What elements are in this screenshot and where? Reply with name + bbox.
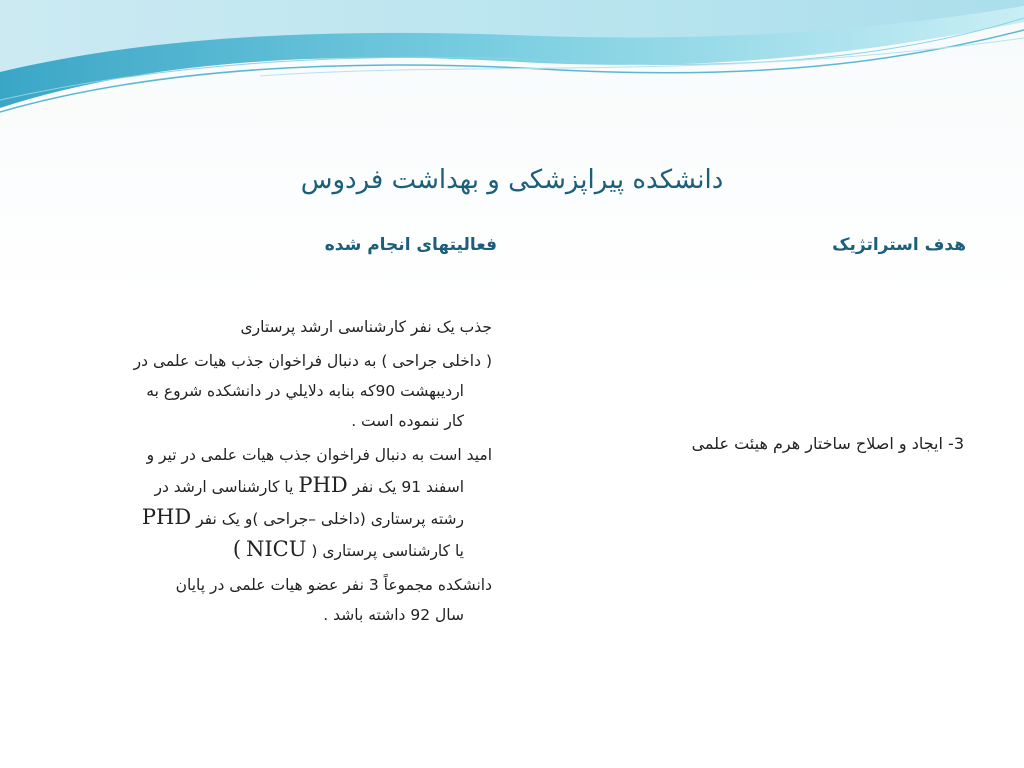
activity-line (52, 470, 492, 502)
activity-line: دانشکده مجموعاً 3 نفر عضو هیات علمی در پایان (175, 576, 492, 594)
activity-line (52, 502, 492, 534)
activity-line: ( داخلی جراحی ) به دنبال فراخوان جذب هیات علمی در (133, 352, 492, 370)
activity-text: ) (232, 537, 242, 561)
degree-abbreviation: PHD (141, 505, 192, 529)
unit-abbreviation: NICU (246, 537, 307, 561)
degree-abbreviation: PHD (298, 473, 348, 497)
activity-line: امید است به دنبال فراخوان جذب هیات علمی در تیر و (146, 446, 492, 464)
activity-line (52, 534, 492, 566)
slide-title: دانشکده پیراپزشکی و بهداشت فردوس (300, 165, 724, 195)
activity-text: یا کارشناسی پرستاری ( (311, 542, 464, 560)
activity-paragraph (52, 570, 492, 630)
activity-paragraph (52, 346, 492, 436)
activities-header: فعالیتهای انجام شده (324, 235, 497, 255)
activity-line: اردیبهشت 90که بنابه دلايلي در دانشکده شروع به (146, 382, 464, 400)
activity-line: سال 92 داشته باشد . (323, 606, 464, 624)
activity-text: رشته پرستاری (داخلی –جراحی )و یک نفر (196, 510, 464, 528)
activity-paragraph (52, 312, 492, 342)
header-wave-decoration (0, 0, 1024, 120)
activity-paragraph (52, 440, 492, 566)
activity-text: یا کارشناسی ارشد در (154, 478, 294, 496)
activity-text: اسفند 91 یک نفر (352, 478, 464, 496)
strategic-goal-text: 3- ایجاد و اصلاح ساختار هرم هیئت علمی (691, 434, 964, 453)
activity-line: جذب یک نفر کارشناسی ارشد پرستاری (240, 318, 492, 336)
activities-list (52, 312, 492, 634)
strategic-goal-header: هدف استراتژیک (832, 235, 966, 255)
activity-line: کار ننموده است . (351, 412, 464, 430)
